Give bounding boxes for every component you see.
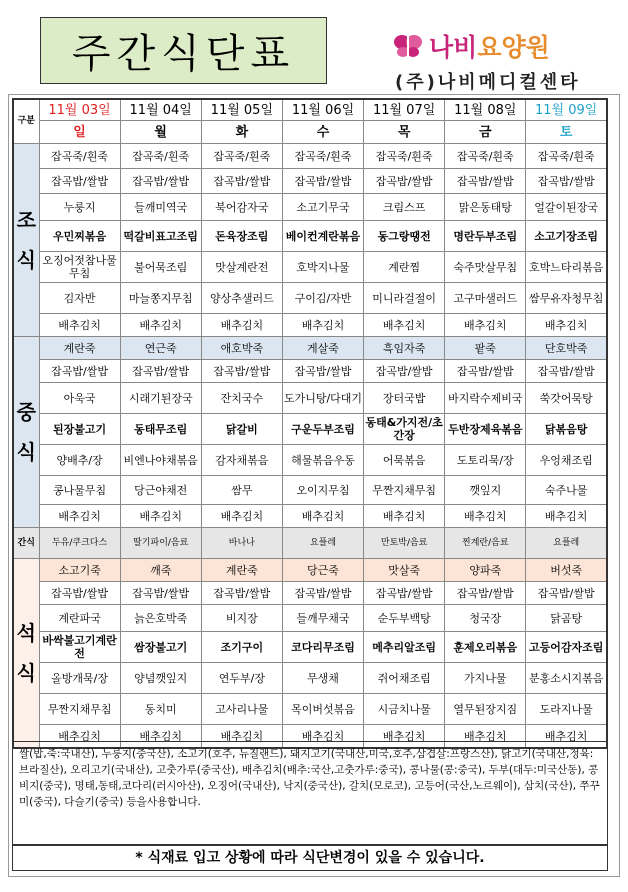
dinner-item: 잡곡밥/쌀밥 [39,582,120,605]
snack-item: 찐계란/음료 [445,528,526,559]
lunch-item: 어묵볶음 [364,445,445,476]
breakfast-item: 양상추샐러드 [201,283,282,314]
lunch-item: 배추김치 [39,505,120,528]
breakfast-item: 잡곡죽/흰죽 [364,144,445,169]
dinner-item: 배추김치 [201,725,282,749]
breakfast-item: 돈육장조림 [201,221,282,252]
dinner-item: 배추김치 [39,725,120,749]
dinner-item: 열무된장지짐 [445,694,526,725]
breakfast-item: 호박느타리볶음 [526,252,607,283]
lunch-item: 잡곡밥/쌀밥 [445,360,526,383]
dinner-item: 늙은호박죽 [120,605,201,632]
breakfast-item: 얼갈이된장국 [526,194,607,221]
dinner-label-char-a: 석 [16,621,36,645]
breakfast-item: 잡곡죽/흰죽 [526,144,607,169]
breakfast-item: 고구마샐러드 [445,283,526,314]
dinner-item: 연두부/장 [201,663,282,694]
breakfast-item: 배추김치 [39,314,120,337]
dinner-item: 닭곰탕 [526,605,607,632]
dinner-item: 배추김치 [445,725,526,749]
lunch-porridge: 계란죽 [39,337,120,360]
lunch-item: 동태&가지전/초간장 [364,414,445,445]
snack-item: 만토박/음료 [364,528,445,559]
snack-item: 요플레 [526,528,607,559]
dinner-porridge: 계란죽 [201,559,282,582]
breakfast-item: 누룽지 [39,194,120,221]
lunch-item: 쑥갓어묵탕 [526,383,607,414]
lunch-item: 잡곡밥/쌀밥 [39,360,120,383]
dinner-item: 도라지나물 [526,694,607,725]
lunch-item: 바지락수제비국 [445,383,526,414]
lunch-item: 도토리묵/장 [445,445,526,476]
lunch-item: 오이지무침 [282,476,363,505]
breakfast-item: 배추김치 [201,314,282,337]
dinner-row [13,605,607,632]
day-date: 11월 09일 [526,99,607,121]
lunch-row [13,383,607,414]
lunch-label-char-a: 중 [16,400,36,424]
lunch-item: 해물볶음우동 [282,445,363,476]
lunch-item: 배추김치 [282,505,363,528]
lunch-item: 닭갈비 [201,414,282,445]
lunch-item: 시래기된장국 [120,383,201,414]
snack-label: 간식 [13,528,39,559]
dinner-item: 고사리나물 [201,694,282,725]
breakfast-item: 명란두부조림 [445,221,526,252]
breakfast-item: 배추김치 [526,314,607,337]
breakfast-item: 잡곡밥/쌀밥 [445,169,526,194]
breakfast-row [13,283,607,314]
dinner-porridge: 깨죽 [120,559,201,582]
date-row [13,99,607,121]
lunch-item: 감자채볶음 [201,445,282,476]
lunch-porridge-row [13,337,607,360]
day-date: 11월 04일 [120,99,201,121]
dinner-item: 코다리무조림 [282,632,363,663]
dinner-item: 가지나물 [445,663,526,694]
day-of-week: 토 [526,121,607,144]
lunch-item: 숙주나물 [526,476,607,505]
lunch-item: 무짠지채무침 [364,476,445,505]
dinner-porridge: 당근죽 [282,559,363,582]
dinner-row [13,694,607,725]
lunch-item: 잡곡밥/쌀밥 [282,360,363,383]
lunch-porridge: 단호박죽 [526,337,607,360]
dinner-porridge: 소고기죽 [39,559,120,582]
dinner-item: 배추김치 [282,725,363,749]
lunch-row [13,414,607,445]
breakfast-item: 배추김치 [364,314,445,337]
page-title: 주간식단표 [40,17,327,84]
breakfast-item: 잡곡밥/쌀밥 [201,169,282,194]
breakfast-item: 잡곡죽/흰죽 [445,144,526,169]
dinner-item: 배추김치 [120,725,201,749]
lunch-item: 동태무조림 [120,414,201,445]
lunch-porridge: 애호박죽 [201,337,282,360]
day-of-week: 금 [445,121,526,144]
corner-label: 구분 [13,99,39,144]
lunch-row [13,505,607,528]
lunch-porridge: 흑임자죽 [364,337,445,360]
breakfast-item: 미니라걸절이 [364,283,445,314]
breakfast-item: 배추김치 [445,314,526,337]
breakfast-item: 맑은동태탕 [445,194,526,221]
breakfast-item: 잡곡밥/쌀밥 [282,169,363,194]
dinner-item: 잡곡밥/쌀밥 [120,582,201,605]
dinner-porridge-row [13,559,607,582]
dinner-porridge: 양파죽 [445,559,526,582]
day-of-week: 월 [120,121,201,144]
footer-notice: * 식재료 입고 상황에 따라 식단변경이 있을 수 있습니다. [12,845,608,871]
breakfast-item: 베이컨계란볶음 [282,221,363,252]
breakfast-row [13,314,607,337]
dinner-label [13,559,39,749]
logo-brand-b: 요양원 [477,33,550,62]
dinner-item: 동치미 [120,694,201,725]
origin-note: 쌀(밥,죽:국내산), 누룽지(중국산), 소고기(호주, 뉴질랜드), 돼지고기(국내산,미국,호주,삼겹살:프랑스산), 닭고기(국내산,정육:브라질산), 오리고기(국내산), 고춧가루(중국산), 배추김치(배추:국산,고춧가루:중국), 콩나물(콩:중국), 두부(대두:미국산동), 콩비지(중국), 명태,동태,코다리(러시아산), 오징어(국내산), 낙지(중국산), 갈치(모로코), 고등어(국산,노르웨이), 삼치(국산), 쭈꾸미(중국), 다슬기(중국) 등을사용합니다. [12,741,608,845]
lunch-row [13,360,607,383]
dinner-item: 배추김치 [526,725,607,749]
breakfast-item: 잡곡죽/흰죽 [282,144,363,169]
breakfast-row [13,221,607,252]
breakfast-item: 마늘쫑지무침 [120,283,201,314]
dinner-item: 청국장 [445,605,526,632]
day-of-week: 목 [364,121,445,144]
breakfast-row [13,194,607,221]
breakfast-label [13,144,39,337]
lunch-row [13,445,607,476]
breakfast-item: 잡곡밥/쌀밥 [364,169,445,194]
dinner-item: 잡곡밥/쌀밥 [364,582,445,605]
dinner-item: 양념깻잎지 [120,663,201,694]
lunch-item: 아욱국 [39,383,120,414]
lunch-item: 잡곡밥/쌀밥 [201,360,282,383]
snack-item: 딸기파이/음료 [120,528,201,559]
snack-item: 두유/쿠크다스 [39,528,120,559]
dinner-porridge: 버섯죽 [526,559,607,582]
breakfast-item: 불어묵조림 [120,252,201,283]
dinner-item: 쌈장불고기 [120,632,201,663]
breakfast-row [13,144,607,169]
dinner-item: 시금치나물 [364,694,445,725]
weekly-menu-table [12,98,608,749]
lunch-item: 잔치국수 [201,383,282,414]
dinner-label-char-b: 식 [16,661,36,685]
breakfast-item: 소고기무국 [282,194,363,221]
dinner-item: 바싹불고기계란전 [39,632,120,663]
logo-brand-a: 나비 [429,33,478,62]
dinner-item: 잡곡밥/쌀밥 [526,582,607,605]
day-date: 11월 07일 [364,99,445,121]
lunch-item: 배추김치 [526,505,607,528]
breakfast-item: 맛살계란전 [201,252,282,283]
breakfast-item: 잡곡밥/쌀밥 [120,169,201,194]
lunch-item: 배추김치 [364,505,445,528]
day-date: 11월 05일 [201,99,282,121]
lunch-item: 우엉채조림 [526,445,607,476]
breakfast-item: 소고기장조림 [526,221,607,252]
lunch-item: 닭볶음탕 [526,414,607,445]
dinner-item: 분홍소시지볶음 [526,663,607,694]
lunch-label [13,337,39,528]
dinner-item: 배추김치 [364,725,445,749]
dinner-item: 들깨무채국 [282,605,363,632]
breakfast-item: 크림스프 [364,194,445,221]
breakfast-item: 잡곡죽/흰죽 [39,144,120,169]
breakfast-item: 배추김치 [120,314,201,337]
breakfast-item: 동그랑땡전 [364,221,445,252]
breakfast-item: 배추김치 [282,314,363,337]
breakfast-row [13,252,607,283]
logo-subtitle: (주)나비메디컬센타 [395,72,581,93]
breakfast-item: 오징어젓참나물무침 [39,252,120,283]
snack-row [13,528,607,559]
breakfast-item: 북어감자국 [201,194,282,221]
lunch-item: 잡곡밥/쌀밥 [120,360,201,383]
dinner-row [13,582,607,605]
dinner-row [13,663,607,694]
day-date: 11월 03일 [39,99,120,121]
lunch-item: 잡곡밥/쌀밥 [526,360,607,383]
dinner-item: 훈제오리볶음 [445,632,526,663]
lunch-item: 깻잎지 [445,476,526,505]
dinner-item: 메추리알조림 [364,632,445,663]
lunch-item: 구운두부조림 [282,414,363,445]
breakfast-label-char-b: 식 [16,248,36,272]
breakfast-row [13,169,607,194]
breakfast-item: 잡곡밥/쌀밥 [526,169,607,194]
dinner-item: 조기구이 [201,632,282,663]
lunch-item: 배추김치 [201,505,282,528]
breakfast-item: 잡곡죽/흰죽 [201,144,282,169]
dinner-item: 목이버섯볶음 [282,694,363,725]
breakfast-label-char-a: 조 [16,208,36,232]
lunch-item: 된장불고기 [39,414,120,445]
lunch-item: 쌈무 [201,476,282,505]
snack-item: 요플레 [282,528,363,559]
breakfast-item: 김자반 [39,283,120,314]
breakfast-item: 잡곡밥/쌀밥 [39,169,120,194]
day-date: 11월 08일 [445,99,526,121]
dinner-item: 순두부백탕 [364,605,445,632]
dinner-item: 무생채 [282,663,363,694]
lunch-item: 두반장제육볶음 [445,414,526,445]
lunch-item: 잡곡밥/쌀밥 [364,360,445,383]
dinner-item: 올방개묵/장 [39,663,120,694]
dinner-item: 무짠지채무침 [39,694,120,725]
lunch-item: 당근야채전 [120,476,201,505]
day-of-week: 수 [282,121,363,144]
day-date: 11월 06일 [282,99,363,121]
lunch-item: 배추김치 [120,505,201,528]
breakfast-item: 구이김/자반 [282,283,363,314]
lunch-item: 양배추/장 [39,445,120,476]
dinner-item: 쥐어채조림 [364,663,445,694]
breakfast-item: 호박지나물 [282,252,363,283]
breakfast-item: 쌈무유자청무침 [526,283,607,314]
dinner-item: 잡곡밥/쌀밥 [201,582,282,605]
lunch-item: 도가니탕/다대기 [282,383,363,414]
lunch-porridge: 연근죽 [120,337,201,360]
dinner-row [13,632,607,663]
dinner-item: 잡곡밥/쌀밥 [282,582,363,605]
breakfast-item: 떡갈비표고조림 [120,221,201,252]
lunch-item: 배추김치 [445,505,526,528]
breakfast-item: 잡곡죽/흰죽 [120,144,201,169]
dinner-item: 고등어감자조림 [526,632,607,663]
day-of-week: 일 [39,121,120,144]
breakfast-item: 숙주맛살무침 [445,252,526,283]
butterfly-icon [393,33,423,59]
breakfast-item: 우민찌볶음 [39,221,120,252]
snack-item: 바나나 [201,528,282,559]
lunch-label-char-b: 식 [16,440,36,464]
lunch-row [13,476,607,505]
lunch-item: 장터국밥 [364,383,445,414]
dinner-item: 잡곡밥/쌀밥 [445,582,526,605]
lunch-item: 비엔나야채볶음 [120,445,201,476]
dinner-porridge: 맛살죽 [364,559,445,582]
day-of-week: 화 [201,121,282,144]
lunch-porridge: 팥죽 [445,337,526,360]
breakfast-item: 계란찜 [364,252,445,283]
dinner-item: 비지장 [201,605,282,632]
breakfast-item: 들깨미역국 [120,194,201,221]
dow-row [13,121,607,144]
lunch-item: 콩나물무침 [39,476,120,505]
dinner-item: 계란파국 [39,605,120,632]
logo [393,28,608,93]
lunch-porridge: 게살죽 [282,337,363,360]
